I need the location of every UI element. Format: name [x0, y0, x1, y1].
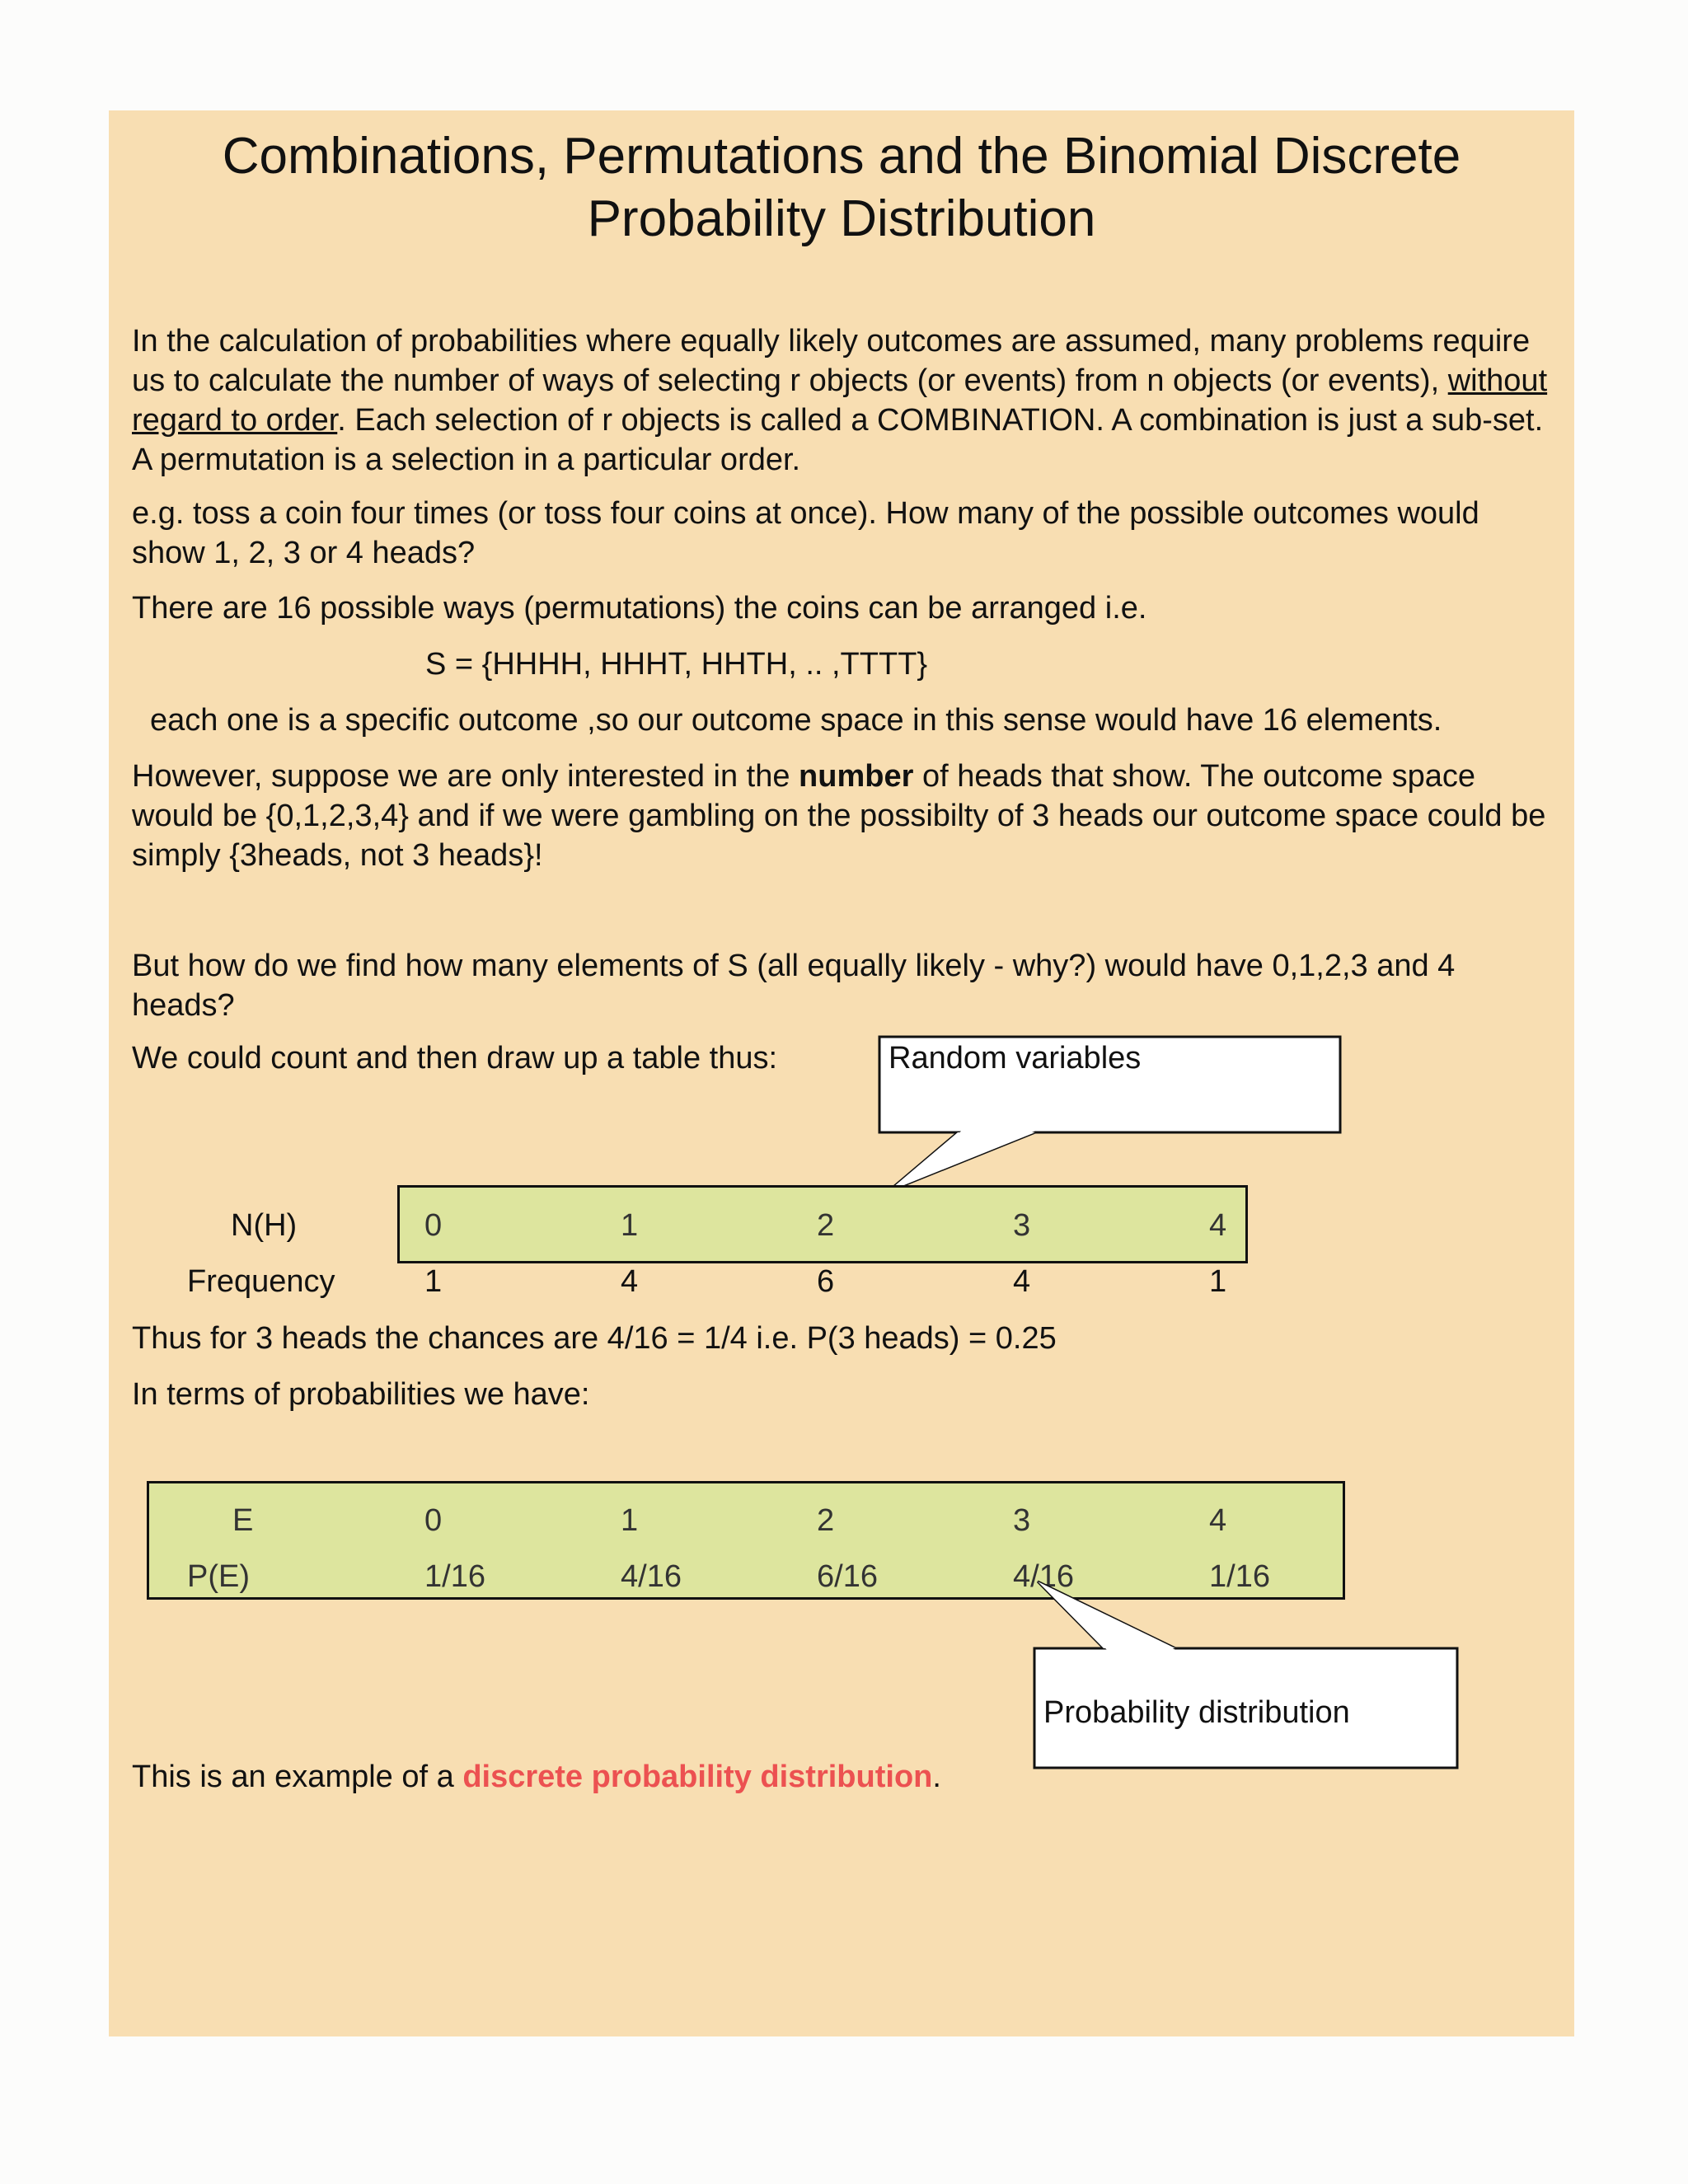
- probability-value: 4/16: [1013, 1559, 1074, 1594]
- bold-word: number: [799, 759, 914, 794]
- page-background: [109, 110, 1574, 2036]
- frequency-label: Frequency: [187, 1264, 335, 1299]
- probability-label: P(E): [187, 1559, 250, 1594]
- nh-value: 2: [817, 1208, 835, 1243]
- frequency-value: 6: [817, 1264, 835, 1299]
- random-variables-label: Random variables: [889, 1041, 1142, 1076]
- conclusion-paragraph: This is an example of a discrete probability distribution.: [132, 1760, 941, 1794]
- example-paragraph: e.g. toss a coin four times (or toss four coins at once). How many of the possible outcomes would show 1, 2, 3 or 4 heads?: [132, 496, 1479, 570]
- probability-value: 6/16: [817, 1559, 878, 1594]
- number-of-heads-paragraph: However, suppose we are only interested in the number of heads that show. The outcome space would be {0,1,2,3,4} and if we were gambling on the possibilty of 3 heads our outcome space could be simply {3heads, not 3 heads}!: [132, 759, 1546, 873]
- probability-value: 1/16: [1209, 1559, 1270, 1594]
- outcome-space-paragraph: each one is a specific outcome ,so our outcome space in this sense would have 16 elements.: [150, 703, 1442, 738]
- event-value: 1: [621, 1503, 639, 1538]
- frequency-value: 1: [424, 1264, 443, 1299]
- intro-paragraph: In the calculation of probabilities where equally likely outcomes are assumed, many problems require us to calculate the number of ways of selecting r objects (or events) from n objects (or events), without regard to order. Each selection of r objects is called a COMBINATION. A combination is just a sub-set. A permutation is a selection in a particular order.: [132, 324, 1548, 477]
- permutations-paragraph: There are 16 possible ways (permutations) the coins can be arranged i.e.: [132, 591, 1147, 626]
- outcome-set: S = {HHHH, HHHT, HHTH, .. ,TTTT}: [425, 647, 928, 682]
- nh-value: 0: [424, 1208, 443, 1243]
- frequency-value: 1: [1209, 1264, 1227, 1299]
- nh-value: 1: [621, 1208, 639, 1243]
- title-line-2: Probability Distribution: [587, 190, 1096, 247]
- probability-distribution-callout: [109, 110, 1574, 2036]
- probability-distribution-label: Probability distribution: [1043, 1695, 1350, 1730]
- three-heads-paragraph: Thus for 3 heads the chances are 4/16 = 1/4 i.e. P(3 heads) = 0.25: [132, 1321, 1057, 1356]
- nh-value: 4: [1209, 1208, 1227, 1243]
- underlined-phrase: without regard to order: [132, 363, 1548, 438]
- frequency-value: 4: [1013, 1264, 1031, 1299]
- probabilities-intro: In terms of probabilities we have:: [132, 1377, 590, 1412]
- nh-label: N(H): [231, 1208, 298, 1243]
- probability-value: 4/16: [621, 1559, 682, 1594]
- frequency-value: 4: [621, 1264, 639, 1299]
- event-value: 3: [1013, 1503, 1031, 1538]
- title-line-1: Combinations, Permutations and the Binomial Discrete: [222, 128, 1461, 185]
- count-paragraph: We could count and then draw up a table thus:: [132, 1041, 778, 1076]
- highlighted-term: discrete probability distribution: [462, 1760, 933, 1794]
- event-value: 4: [1209, 1503, 1227, 1538]
- event-label: E: [232, 1503, 254, 1538]
- event-value: 0: [424, 1503, 443, 1538]
- question-paragraph: But how do we find how many elements of S (all equally likely - why?) would have 0,1,2,3 and 4 heads?: [132, 949, 1456, 1023]
- nh-value: 3: [1013, 1208, 1031, 1243]
- event-value: 2: [817, 1503, 835, 1538]
- probability-value: 1/16: [424, 1559, 485, 1594]
